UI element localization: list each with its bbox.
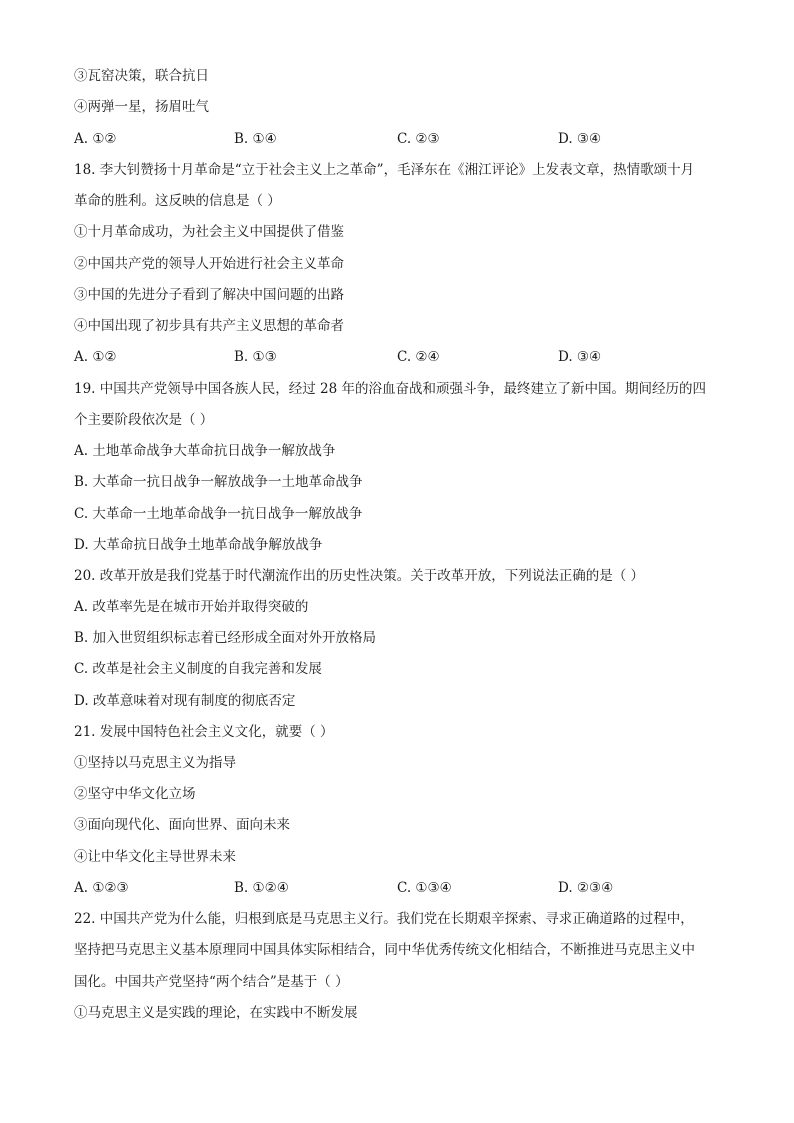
q18-item-2: ②中国共产党的领导人开始进行社会主义革命 <box>74 256 344 272</box>
q21-option-b: B. ①②④ <box>234 880 289 896</box>
q19-option-c: C. 大革命一土地革命战争一抗日战争一解放战争 <box>74 506 363 522</box>
q19-option-d: D. 大革命抗日战争土地革命战争解放战争 <box>74 537 323 553</box>
q20-option-a: A. 改革率先是在城市开始并取得突破的 <box>74 599 309 615</box>
q21-option-a: A. ①②③ <box>74 880 129 896</box>
q18-option-c: C. ②④ <box>397 349 440 365</box>
q18-item-4: ④中国出现了初步具有共产主义思想的革命者 <box>74 318 344 334</box>
q17-option-a: A. ①② <box>74 131 117 147</box>
q21-stem: 21. 发展中国特色社会主义文化，就要（ ） <box>74 724 334 740</box>
q17-item-3: ③瓦窑决策，联合抗日 <box>74 68 209 84</box>
q18-option-d: D. ③④ <box>558 349 602 365</box>
q20-option-b: B. 加入世贸组织标志着已经形成全面对外开放格局 <box>74 630 377 646</box>
q19-option-a: A. 土地革命战争大革命抗日战争一解放战争 <box>74 443 336 459</box>
q18-stem-line-1: 18. 李大钊赞扬十月革命是“立于社会主义上之革命”，毛泽东在《湘江评论》上发表文章，热情歌颂十月 <box>74 162 695 178</box>
q21-item-1: ①坚持以马克思主义为指导 <box>74 755 236 771</box>
q22-item-1: ①马克思主义是实践的理论，在实践中不断发展 <box>74 1005 358 1021</box>
q18-option-a: A. ①② <box>74 349 117 365</box>
q21-option-c: C. ①③④ <box>397 880 452 896</box>
q19-stem-line-1: 19. 中国共产党领导中国各族人民，经过 28 年的浴血奋战和顽强斗争，最终建立了新中国。期间经历的四 <box>74 381 707 397</box>
q17-item-4: ④两弹一星，扬眉吐气 <box>74 99 209 115</box>
q20-option-d: D. 改革意味着对现有制度的彻底否定 <box>74 693 296 709</box>
q22-stem-line-3: 国化。中国共产党坚持“两个结合”是基于（ ） <box>74 974 349 990</box>
q20-option-c: C. 改革是社会主义制度的自我完善和发展 <box>74 661 322 677</box>
q19-option-b: B. 大革命一抗日战争一解放战争一土地革命战争 <box>74 474 363 490</box>
q17-option-b: B. ①④ <box>234 131 277 147</box>
q20-stem: 20. 改革开放是我们党基于时代潮流作出的历史性决策。关于改革开放，下列说法正确的是（ ） <box>74 568 645 584</box>
q17-option-d: D. ③④ <box>558 131 602 147</box>
q22-stem-line-1: 22. 中国共产党为什么能，归根到底是马克思主义行。我们党在长期艰辛探索、寻求正确道路的过程中， <box>74 911 694 927</box>
q18-option-b: B. ①③ <box>234 349 277 365</box>
q21-option-d: D. ②③④ <box>558 880 614 896</box>
q18-item-1: ①十月革命成功，为社会主义中国提供了借鉴 <box>74 224 344 240</box>
q17-option-c: C. ②③ <box>397 131 440 147</box>
q21-item-4: ④让中华文化主导世界未来 <box>74 849 236 865</box>
q21-item-3: ③面向现代化、面向世界、面向未来 <box>74 817 290 833</box>
q21-item-2: ②坚守中华文化立场 <box>74 786 196 802</box>
q19-stem-line-2: 个主要阶段依次是（ ） <box>74 412 214 428</box>
q18-stem-line-2: 革命的胜利。这反映的信息是（ ） <box>74 193 281 209</box>
q18-item-3: ③中国的先进分子看到了解决中国问题的出路 <box>74 287 344 303</box>
q22-stem-line-2: 坚持把马克思主义基本原理同中国具体实际相结合，同中华优秀传统文化相结合，不断推进马克思主义中 <box>74 942 695 958</box>
